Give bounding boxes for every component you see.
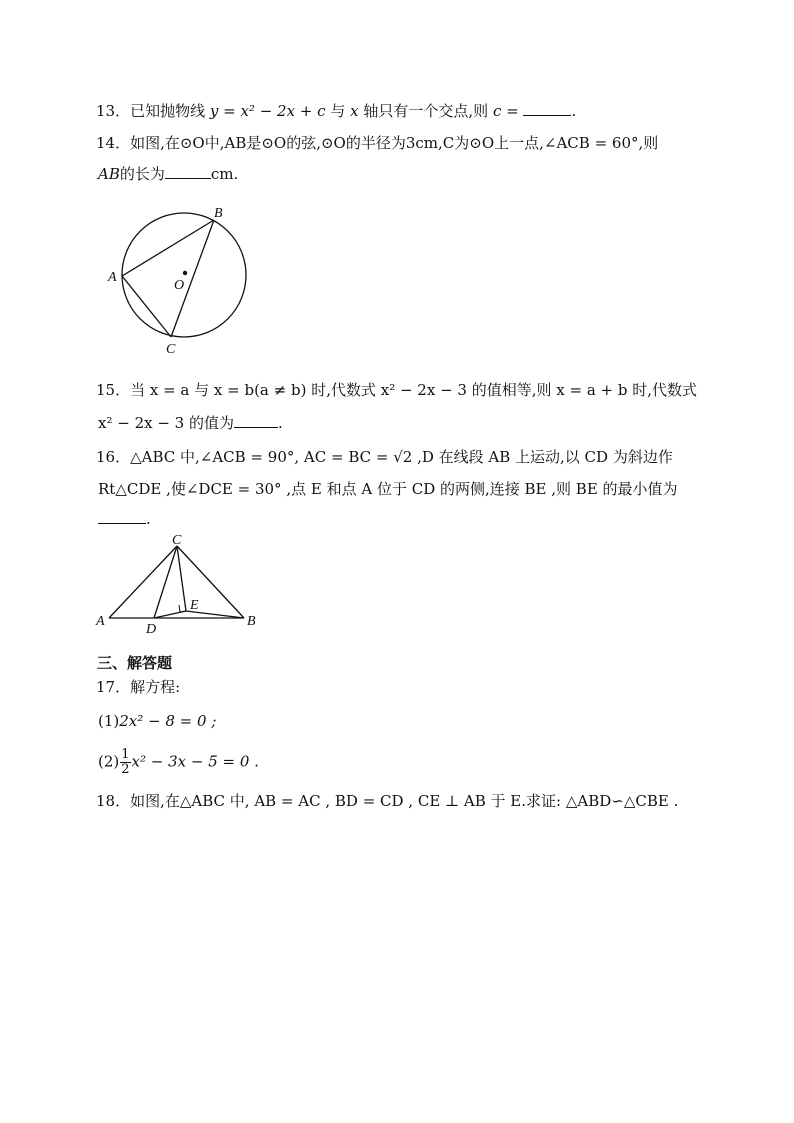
q13-text-b: 与 [330, 102, 346, 120]
label-b: B [214, 206, 223, 221]
q15-text-line-2: x² − 2x − 3 的值为 [98, 414, 234, 432]
question-15-line-1 [96, 380, 697, 400]
label-o: O [174, 278, 185, 293]
q17-p1-equation: 2x² − 8 = 0 ; [119, 712, 217, 730]
question-14-line-1 [96, 133, 658, 153]
chord-ab [122, 220, 214, 276]
q13-end: . [571, 102, 577, 120]
fraction-denominator: 2 [121, 762, 130, 777]
q16-text-line-1: △ABC 中,∠ACB = 90°, AC = BC = √2 ,D 在线段 AB 上运动,以 CD 为斜边作 [130, 448, 673, 466]
q13-text-a: 已知抛物线 [130, 102, 206, 120]
triangle-figure [94, 533, 264, 637]
q16-number: 16． [96, 448, 131, 466]
q17-part-2 [98, 748, 259, 777]
answer-blank [98, 509, 146, 524]
q17-p2-label: (2) [98, 752, 120, 771]
q14-text-b: 的长为 [119, 165, 165, 183]
fraction-one-half [120, 748, 130, 777]
question-18 [96, 791, 678, 811]
question-15-line-2 [98, 413, 283, 433]
label-b: B [247, 614, 256, 629]
q17-part-1 [98, 711, 216, 731]
question-16-line-2 [98, 479, 678, 499]
label-e: E [190, 598, 199, 613]
question-16-line-1 [96, 447, 673, 467]
q17-number: 17． [96, 678, 131, 696]
q15-text-line-1: 当 x = a 与 x = b(a ≠ b) 时,代数式 x² − 2x − 3 的值相等,则 x = a + b 时,代数式 [130, 381, 698, 399]
q14-text-line-1: 如图,在⊙O中,AB是⊙O的弦,⊙O的半径为3cm,C为⊙O上一点,∠ACB = 60°,则 [130, 134, 659, 152]
circle-figure [104, 200, 264, 360]
q16-end: . [146, 510, 151, 528]
answer-blank [523, 101, 571, 116]
circle-o [122, 213, 246, 337]
fraction-numerator: 1 [121, 747, 130, 762]
segment-cd [154, 546, 177, 618]
segment-ac [109, 546, 177, 618]
q17-p1-label: (1) [98, 712, 120, 730]
answer-blank [165, 164, 211, 179]
question-16-line-3 [98, 509, 151, 529]
q17-p2-equation: x² − 3x − 5 = 0 . [131, 752, 259, 771]
q16-text-line-2: Rt△CDE ,使∠DCE = 30° ,点 E 和点 A 位于 CD 的两侧,连接 BE ,则 BE 的最小值为 [98, 480, 678, 498]
center-point [183, 271, 187, 275]
answer-blank [234, 413, 278, 428]
question-17 [96, 677, 180, 697]
q13-number: 13． [96, 102, 131, 120]
q17-title: 解方程: [130, 678, 181, 696]
label-a: A [108, 270, 117, 285]
q14-ab: AB [98, 165, 120, 183]
question-14-line-2 [98, 164, 238, 184]
segment-ce [177, 546, 186, 611]
q13-c-eq: c = [492, 102, 519, 120]
segment-bc [177, 546, 244, 618]
q14-unit: cm. [210, 165, 239, 183]
q15-end: . [278, 414, 283, 432]
q18-text: 如图,在△ABC 中, AB = AC , BD = CD , CE ⊥ AB 于 E.求证: △ABD∽△CBE . [130, 792, 679, 810]
q13-equation: y = x² − 2x + c [209, 102, 326, 120]
chord-ac [122, 276, 171, 337]
q15-number: 15． [96, 381, 131, 399]
q13-text-c: 轴只有一个交点,则 [363, 102, 489, 120]
label-d: D [146, 622, 157, 637]
q13-x: x [350, 102, 359, 120]
q18-number: 18． [96, 792, 131, 810]
q14-number: 14． [96, 134, 131, 152]
question-13 [96, 101, 576, 121]
section-title: 三、解答题 [97, 654, 173, 672]
label-c: C [166, 342, 176, 357]
label-a: A [96, 614, 105, 629]
label-c: C [172, 533, 182, 548]
